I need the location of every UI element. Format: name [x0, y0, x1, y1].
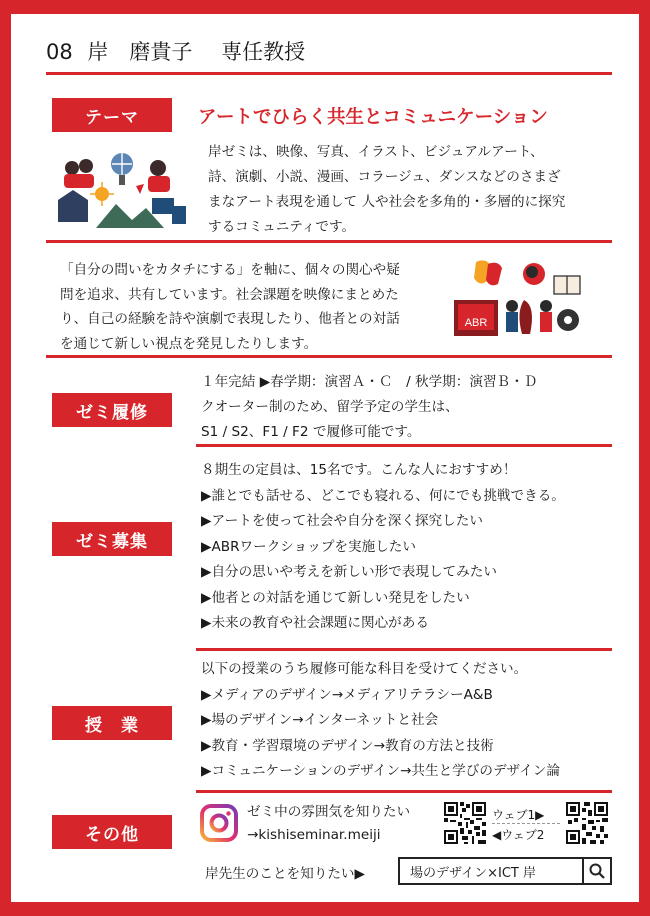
theme-label: テーマ	[52, 98, 172, 132]
instagram-icon[interactable]	[200, 804, 238, 842]
community-illustration	[52, 150, 190, 232]
header-rule	[46, 72, 612, 75]
qr-code-web1[interactable]	[444, 802, 486, 844]
sonota-label: その他	[52, 815, 172, 849]
rishu-line: １年完結 ▶春学期：演習Ａ・Ｃ / 秋学期：演習Ｂ・Ｄ	[201, 374, 538, 390]
rishu-line: S1 / S2、F1 / F2 で履修可能です。	[201, 424, 421, 440]
know-more-text: 岸先生のことを知りたい▶	[205, 866, 365, 882]
jugyo-line: ▶教育・学習環境のデザイン→教育の方法と技術	[201, 737, 494, 754]
professor-number: 08	[46, 40, 73, 64]
intro-line: 「自分の問いをカタチにする」を軸に、個々の関心や疑	[60, 262, 400, 278]
boshu-text	[201, 458, 565, 637]
theme-description	[208, 140, 565, 240]
web1-caption: ウェブ1▶	[492, 808, 545, 822]
qr-code-web2[interactable]	[566, 802, 608, 844]
intro-line: り、自己の経験を詩や演劇で表現したり、他者との対話	[60, 311, 400, 327]
intro-line: を通じて新しい視点を発見したりします。	[60, 335, 318, 352]
boshu-line: ▶未来の教育や社会課題に関心がある	[201, 615, 429, 631]
instagram-handle[interactable]: →kishiseminar.meiji	[247, 827, 381, 843]
jugyo-rule	[196, 790, 612, 793]
boshu-line: ８期生の定員は、15名です。こんな人におすすめ！	[201, 462, 517, 478]
jugyo-line: 以下の授業のうち履修可能な科目を受けてください。	[201, 661, 528, 677]
intro-text	[60, 258, 400, 356]
professor-role: 専任教授	[221, 40, 306, 64]
rishu-label: ゼミ履修	[52, 393, 172, 427]
boshu-line: ▶誰とでも話せる、どこでも寝れる、何にでも挑戦できる。	[201, 487, 565, 504]
abr-text: ABR	[464, 317, 488, 329]
jugyo-line: ▶場のデザイン→インターネットと社会	[201, 712, 439, 728]
intro-line: 問を追求、共有しています。社会課題を映像にまとめた	[60, 286, 399, 303]
search-query[interactable]: 場のデザイン×ICT 岸	[410, 865, 536, 881]
theme-desc-line: 岸ゼミは、映像、写真、イラスト、ビジュアルアート、	[208, 144, 544, 160]
theme-desc-line: まなアート表現を通して 人や社会を多角的・多層的に探究	[208, 194, 566, 210]
search-box[interactable]	[398, 857, 612, 885]
theme-desc-line: するコミュニティです。	[208, 219, 356, 235]
rishu-line: クオーター制のため、留学予定の学生は、	[201, 399, 459, 415]
rishu-text	[201, 370, 537, 445]
intro-rule	[46, 355, 612, 358]
jugyo-label: 授 業	[52, 706, 172, 740]
professor-name: 岸 磨貴子	[87, 40, 193, 64]
jugyo-line: ▶コミュニケーションのデザイン→共生と学びのデザイン論	[201, 763, 560, 779]
theme-rule	[46, 240, 612, 243]
boshu-label: ゼミ募集	[52, 522, 172, 556]
boshu-line: ▶他者との対話を通じて新しい発見をしたい	[201, 589, 470, 606]
theme-desc-line: 詩、演劇、小説、漫画、コラージュ、ダンスなどのさまざ	[208, 169, 561, 185]
arts-illustration	[454, 258, 584, 338]
jugyo-line: ▶メディアのデザイン→メディアリテラシーA&B	[201, 686, 493, 703]
rishu-rule	[196, 444, 612, 447]
instagram-caption: ゼミ中の雰囲気を知りたい	[247, 804, 411, 820]
theme-title: アートでひらく共生とコミュニケーション	[198, 107, 548, 128]
boshu-line: ▶ABRワークショップを実施したい	[201, 538, 416, 555]
web2-caption: ◀ウェブ2	[492, 828, 545, 842]
instagram-info	[247, 801, 410, 847]
page-title	[46, 36, 305, 66]
web-divider	[492, 823, 560, 824]
boshu-rule	[196, 648, 612, 651]
boshu-line: ▶アートを使って社会や自分を深く探究したい	[201, 513, 483, 529]
search-icon[interactable]	[582, 859, 610, 883]
jugyo-text	[201, 657, 560, 785]
boshu-line: ▶自分の思いや考えを新しい形で表現してみたい	[201, 564, 497, 580]
